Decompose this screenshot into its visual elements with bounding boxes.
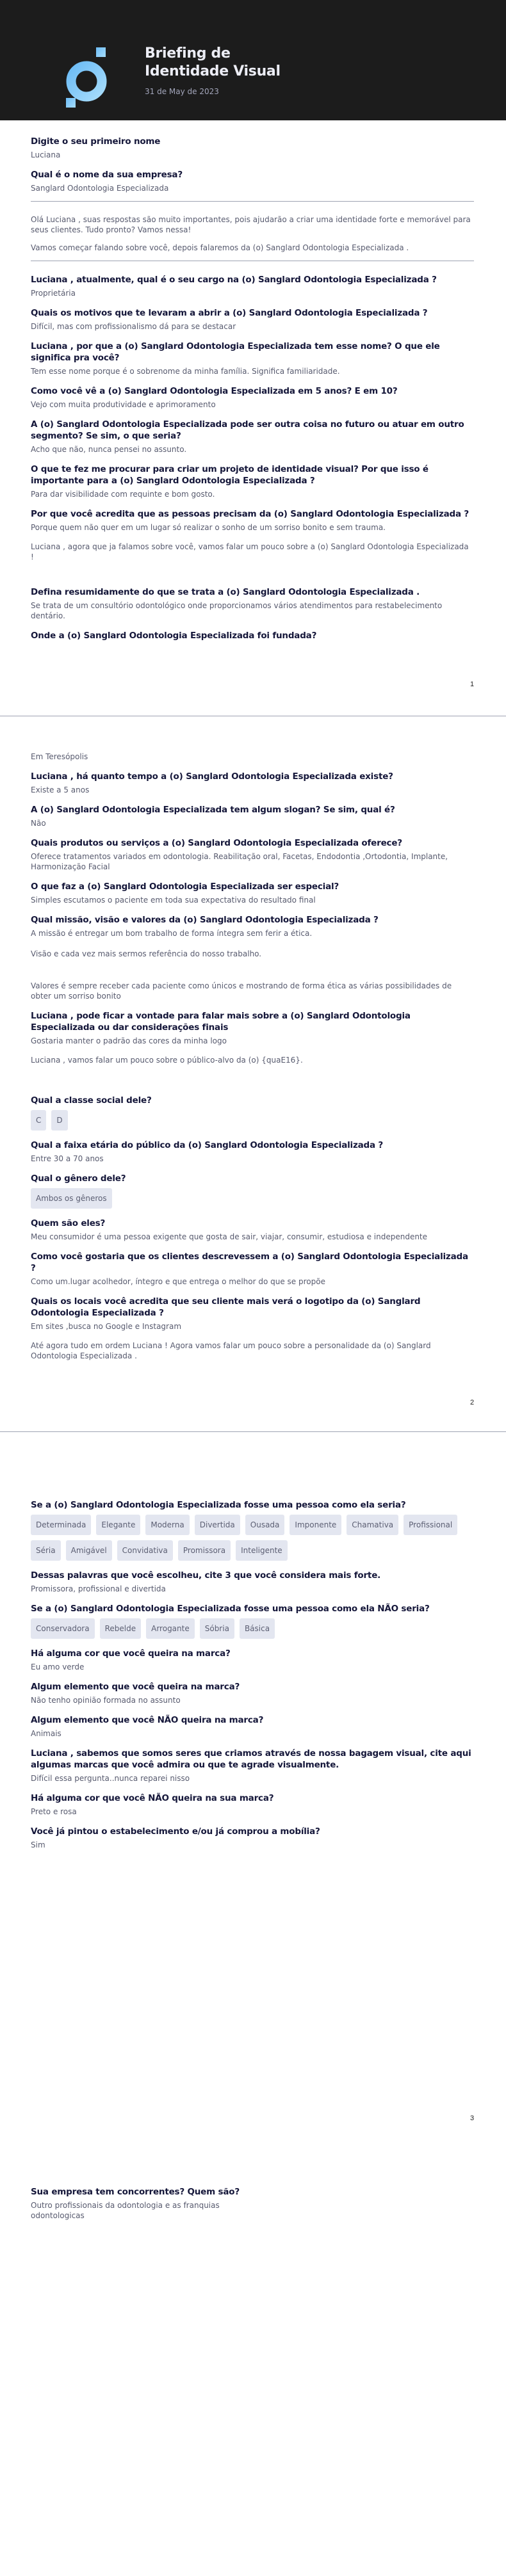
chip: Profissional	[404, 1515, 457, 1535]
chip: D	[51, 1110, 67, 1131]
answer-values: Valores é sempre receber cada paciente como únicos e mostrando de forma ética as várias possibilidades de obter um sorriso bonito	[31, 981, 452, 1001]
qa-item	[31, 804, 474, 828]
chip: Conservadora	[31, 1618, 95, 1639]
answer: Entre 30 a 70 anos	[31, 1154, 104, 1163]
question: Algum elemento que você NÃO queira na marca?	[31, 1715, 264, 1725]
qa-item	[31, 837, 474, 872]
answer: Eu amo verde	[31, 1662, 85, 1671]
answer: Não	[31, 819, 46, 828]
qa-competitors	[31, 2186, 249, 2221]
page-number: 2	[470, 1399, 475, 1406]
question: Quem são eles?	[31, 1218, 106, 1228]
qa-item	[31, 771, 474, 795]
chip: Arrogante	[146, 1618, 195, 1639]
page-number: 3	[470, 2114, 475, 2122]
qa-item	[31, 1792, 474, 1817]
question: O que te fez me procurar para criar um projeto de identidade visual? Por que isso é importante para a (o) Sanglard Odontologia Especializada ?	[31, 464, 428, 486]
answer-founded: Em Teresópolis	[31, 752, 88, 761]
qa-item	[31, 385, 474, 410]
qa-not-person	[31, 1603, 474, 1639]
qa-item	[31, 1681, 474, 1705]
logo-square-bottom	[66, 98, 76, 108]
question: Algum elemento que você queira na marca?	[31, 1682, 240, 1692]
qa-item	[31, 1826, 474, 1850]
chip-group-class	[31, 1110, 474, 1131]
chip: Chamativa	[347, 1515, 398, 1535]
answer: Acho que não, nunca pensei no assunto.	[31, 445, 187, 454]
question-founded: Onde a (o) Sanglard Odontologia Especializada foi fundada?	[31, 631, 317, 641]
qa-mission	[31, 914, 474, 1001]
question: Como você gostaria que os clientes descrevessem a (o) Sanglard Odontologia Especializada ?	[31, 1252, 468, 1273]
answer: Não tenho opinião formada no assunto	[31, 1696, 181, 1705]
question: Há alguma cor que você NÃO queira na sua marca?	[31, 1793, 274, 1803]
question: Luciana , por que a (o) Sanglard Odontologia Especializada tem esse nome? O que ele significa pra você?	[31, 341, 440, 363]
page-number: 1	[470, 680, 475, 688]
chip: Sóbria	[200, 1618, 234, 1639]
transition-text: Luciana , agora que ja falamos sobre você, vamos falar um pouco sobre a (o) Sanglard Odontologia Especializada !	[31, 542, 469, 561]
answer: Se trata de um consultório odontológico onde proporcionamos vários atendimentos para restabelecimento dentário.	[31, 601, 443, 620]
chip: Elegante	[96, 1515, 140, 1535]
question: Por que você acredita que as pessoas precisam da (o) Sanglard Odontologia Especializada ?	[31, 509, 469, 519]
question: Dessas palavras que você escolheu, cite 3 que você considera mais forte.	[31, 1570, 381, 1581]
title-line-1: Briefing de	[145, 45, 231, 61]
chip: C	[31, 1110, 46, 1131]
question: Quais produtos ou serviços a (o) Sanglard Odontologia Especializada oferece?	[31, 838, 402, 848]
brand-logo	[64, 46, 109, 110]
qa-first-name	[31, 136, 474, 160]
question: Sua empresa tem concorrentes? Quem são?	[31, 2187, 240, 2197]
chip: Inteligente	[236, 1540, 288, 1561]
chip: Ambos os gêneros	[31, 1188, 112, 1209]
intro-text-2: Vamos começar falando sobre você, depois falaremos da (o) Sanglard Odontologia Especializada .	[31, 243, 409, 252]
document-date: 31 de May de 2023	[145, 87, 219, 96]
transition-text: Luciana , vamos falar um pouco sobre o público-alvo da (o) {quaE16}.	[31, 1056, 303, 1065]
question: Qual missão, visão e valores da (o) Sanglard Odontologia Especializada ?	[31, 915, 379, 925]
answer: Animais	[31, 1729, 61, 1738]
qa-gender	[31, 1173, 474, 1209]
answer-vision: Visão e cada vez mais sermos referência do nosso trabalho.	[31, 949, 262, 958]
qa-item	[31, 1648, 474, 1672]
qa-item	[31, 419, 474, 455]
question: Há alguma cor que você queira na marca?	[31, 1648, 231, 1659]
question: Quais os motivos que te levaram a abrir a (o) Sanglard Odontologia Especializada ?	[31, 308, 428, 318]
answer: Sanglard Odontologia Especializada	[31, 184, 169, 193]
qa-list	[31, 274, 474, 533]
qa-item	[31, 274, 474, 298]
question: Você já pintou o estabelecimento e/ou já comprou a mobília?	[31, 1826, 320, 1837]
qa-age	[31, 1139, 474, 1164]
answer: Outro profissionais da odontologia e as franquias odontologicas	[31, 2201, 220, 2220]
qa-item	[31, 1251, 474, 1287]
chip-group-not-person	[31, 1618, 474, 1639]
question: Se a (o) Sanglard Odontologia Especializada fosse uma pessoa como ela seria?	[31, 1500, 406, 1510]
page-3	[31, 1499, 474, 1859]
answer: Como um.lugar acolhedor, íntegro e que entrega o melhor do que se propõe	[31, 1277, 325, 1286]
answer: Tem esse nome porque é o sobrenome da minha família. Significa familiaridade.	[31, 367, 340, 376]
intro-text: Olá Luciana , suas respostas são muito importantes, pois ajudarão a criar uma identidade forte e memorável para seus clientes. Tudo pronto? Vamos nessa!	[31, 215, 471, 234]
chip: Promissora	[178, 1540, 231, 1561]
question: Se a (o) Sanglard Odontologia Especializada fosse uma pessoa como ela NÃO seria?	[31, 1604, 430, 1614]
qa-item	[31, 307, 474, 332]
transition-text-2: Até agora tudo em ordem Luciana ! Agora vamos falar um pouco sobre a personalidade da (o) Sanglard Odontologia Especializada .	[31, 1341, 431, 1360]
answer: Difícil, mas com profissionalismo dá para se destacar	[31, 322, 236, 331]
chip-group-person	[31, 1515, 474, 1561]
answer: Porque quem não quer em um lugar só realizar o sonho de um sorriso bonito e sem trauma.	[31, 523, 386, 532]
answer: Simples escutamos o paciente em toda sua expectativa do resultado final	[31, 896, 316, 905]
question: Quais os locais você acredita que seu cliente mais verá o logotipo da (o) Sanglard Odontologia Especializada ?	[31, 1296, 421, 1318]
answer: Meu consumidor é uma pessoa exigente que gosta de sair, viajar, consumir, estudiosa e independente	[31, 1232, 428, 1241]
qa-item	[31, 1714, 474, 1739]
answer: Existe a 5 anos	[31, 785, 90, 794]
question: O que faz a (o) Sanglard Odontologia Especializada ser especial?	[31, 881, 339, 892]
answer: Oferece tratamentos variados em odontologia. Reabilitação oral, Facetas, Endodontia ,Ortodontia, Implante, Harmonização Facial	[31, 852, 448, 871]
question: Digite o seu primeiro nome	[31, 136, 161, 147]
qa-class	[31, 1095, 474, 1131]
chip: Imponente	[290, 1515, 341, 1535]
question: Luciana , sabemos que somos seres que criamos através de nossa bagagem visual, cite aqui algumas marcas que você admira ou que te agrade visualmente.	[31, 1748, 471, 1770]
question: A (o) Sanglard Odontologia Especializada pode ser outra coisa no futuro ou atuar em outro segmento? Se sim, o que seria?	[31, 419, 464, 441]
answer-mission: A missão é entregar um bom trabalho de forma íntegra sem ferir a ética.	[31, 929, 313, 938]
logo-ring	[71, 66, 102, 97]
question: A (o) Sanglard Odontologia Especializada tem algum slogan? Se sim, qual é?	[31, 805, 395, 815]
qa-final	[31, 1010, 474, 1046]
logo-square-top	[96, 47, 106, 57]
title-line-2: Identidade Visual	[145, 63, 281, 79]
page-1	[31, 136, 474, 641]
page-2	[31, 752, 474, 1361]
qa-company	[31, 169, 474, 193]
chip: Séria	[31, 1540, 61, 1561]
chip: Convidativa	[117, 1540, 173, 1561]
question: Qual a faixa etária do público da (o) Sanglard Odontologia Especializada ?	[31, 1140, 384, 1150]
qa-item	[31, 341, 474, 376]
chip: Ousada	[245, 1515, 285, 1535]
question: Luciana , há quanto tempo a (o) Sanglard Odontologia Especializada existe?	[31, 771, 393, 782]
answer: Proprietária	[31, 289, 76, 298]
answer: Sim	[31, 1840, 45, 1849]
answer: Gostaria manter o padrão das cores da minha logo	[31, 1036, 227, 1045]
question: Qual o gênero dele?	[31, 1173, 126, 1184]
qa-item	[31, 881, 474, 905]
chip: Amigável	[66, 1540, 112, 1561]
qa-define	[31, 586, 474, 621]
document-title	[145, 45, 281, 81]
question: Defina resumidamente do que se trata a (o) Sanglard Odontologia Especializada .	[31, 587, 420, 597]
qa-item	[31, 1218, 474, 1242]
answer: Preto e rosa	[31, 1807, 77, 1816]
question: Luciana , pode ficar a vontade para falar mais sobre a (o) Sanglard Odontologia Especializada ou dar considerações finais	[31, 1011, 411, 1033]
qa-person	[31, 1499, 474, 1561]
question: Luciana , atualmente, qual é o seu cargo na (o) Sanglard Odontologia Especializada ?	[31, 275, 437, 285]
divider	[31, 201, 474, 202]
question: Qual é o nome da sua empresa?	[31, 170, 183, 180]
qa-item	[31, 463, 474, 499]
answer: Vejo com muita produtividade e aprimoramento	[31, 400, 216, 409]
answer: Para dar visibilidade com requinte e bom gosto.	[31, 490, 215, 499]
question: Qual a classe social dele?	[31, 1095, 152, 1106]
page-break	[0, 1431, 506, 1432]
answer: Promissora, profissional e divertida	[31, 1584, 166, 1593]
chip: Rebelde	[100, 1618, 142, 1639]
answer: Em sites ,busca no Google e Instagram	[31, 1322, 182, 1331]
chip-group-gender	[31, 1188, 474, 1209]
page-4	[31, 2186, 474, 2230]
answer: Luciana	[31, 150, 61, 159]
answer: Difícil essa pergunta..nunca reparei nisso	[31, 1774, 190, 1783]
chip: Divertida	[195, 1515, 240, 1535]
chip: Básica	[240, 1618, 275, 1639]
qa-item	[31, 1296, 474, 1332]
qa-strong	[31, 1570, 474, 1594]
question: Como você vê a (o) Sanglard Odontologia Especializada em 5 anos? E em 10?	[31, 386, 398, 396]
qa-item	[31, 508, 474, 533]
qa-item	[31, 1748, 474, 1783]
chip: Determinada	[31, 1515, 91, 1535]
chip: Moderna	[145, 1515, 189, 1535]
cover-header	[0, 0, 506, 120]
